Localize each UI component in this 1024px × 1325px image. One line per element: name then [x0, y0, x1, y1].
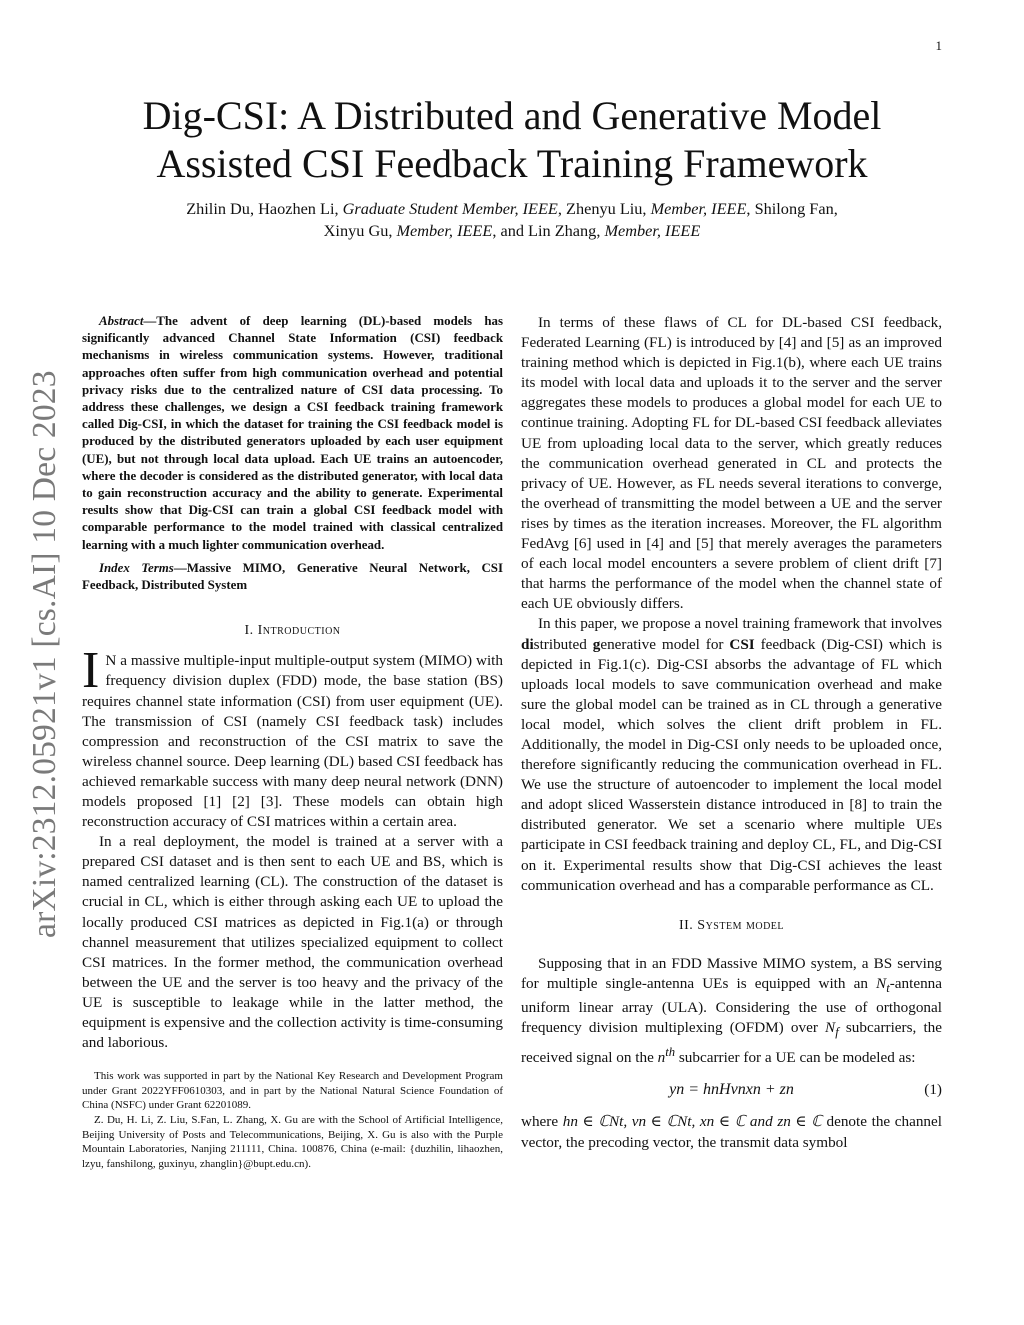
- title-line-1: Dig-CSI: A Distributed and Generative Model: [142, 93, 882, 138]
- page-number: 1: [935, 38, 942, 53]
- author-line-1: [70, 198, 954, 220]
- intro-paragraph-2: In a real deployment, the model is trained at a server with a prepared CSI dataset and is then sent to each UE and BS, which is named centralized learning (CL). The construction of the dataset is crucial in CL, which is either through asking each UE to upload the locally produced CSI matrices as depicted in Fig.1(a) or through channel measurement that utilizes specialized equipment to collect CSI matrices. In the former method, the communication overhead between the UE and the server is too heavy and the privacy of the UE is susceptible to leakage while in the latter method, the equipment is expensive and the collection activity is time-consuming and laborious.: [82, 833, 503, 1052]
- author-names-5: , and Lin Zhang,: [492, 221, 605, 240]
- author-membership-2: Member, IEEE: [650, 199, 747, 218]
- intro-paragraph-4: [521, 614, 942, 895]
- sm-math-nt-sub: t: [886, 980, 890, 995]
- author-membership-3: Member, IEEE: [396, 221, 493, 240]
- sm-math-nf-sub: f: [835, 1025, 839, 1040]
- index-terms-text: —Massive MIMO, Generative Neural Network, CSI Feedback, Distributed System: [82, 560, 503, 593]
- paper-title: [40, 92, 984, 188]
- intro-paragraph-1-text: N a massive multiple-input multiple-output system (MIMO) with frequency division duplex (FDD) mode, the base station (BS) requires channel state information (CSI) from user equipment (UE). The transmission of CSI (namely CSI feedback task) includes compression and reconstruction of the CSI matrix to save the wireless channel source. Deep learning (DL) based CSI feedback has achieved remarkable success with many deep neural network (DNN) models proposed [1] [2] [3]. These models can obtain high reconstruction accuracy of CSI matrices within a certain area.: [82, 652, 503, 831]
- index-terms: [82, 560, 503, 594]
- author-list: [70, 198, 954, 242]
- sm2-math: hn ∈ ℂNt, vn ∈ ℂNt, xn ∈ ℂ and zn ∈ ℂ: [562, 1113, 822, 1131]
- author-names-1: Zhilin Du, Haozhen Li,: [186, 199, 343, 218]
- footnote-affiliation: Z. Du, H. Li, Z. Liu, S.Fan, L. Zhang, X. Gu are with the School of Artificial Intelligence, Beijing University of Posts and Telecommunications, Beijing, X. Gu is also with the Purple Mountain Laboratories, Nanjing 211111, China. 100876, China (e-mail: {duzhilin, lihaozhen, lzyu, fanshilong, guxinyu, zhanglin}@bupt.edu.cn).: [82, 1114, 503, 1170]
- system-model-paragraph-2: [521, 1112, 942, 1152]
- section-heading-introduction: I. Introduction: [244, 623, 341, 639]
- equation-1-expression: yn = hnHvnxn + zn: [669, 1081, 794, 1099]
- p4-bold-di: di: [521, 635, 534, 653]
- intro-paragraph-1: [82, 642, 503, 832]
- abstract-label: Abstract: [99, 314, 144, 328]
- sm-text-d: subcarrier for a UE can be modeled as:: [675, 1049, 916, 1067]
- author-names-3: , Shilong Fan,: [746, 199, 838, 218]
- author-membership-4: Member, IEEE: [604, 221, 701, 240]
- p4-bold-csi: CSI: [729, 635, 755, 653]
- section-heading-system-model: II. System model: [678, 917, 785, 933]
- sm-math-n: n: [657, 1049, 666, 1067]
- sm-math-th: th: [665, 1045, 676, 1060]
- sm-text-b: -antenna uniform linear array (ULA). Considering the use of orthogonal frequency division multiplexing (OFDM) over: [521, 974, 942, 1037]
- right-column: [521, 313, 942, 1153]
- sm-text-c: subcarriers, the received signal on the: [521, 1019, 943, 1067]
- equation-1: [521, 1072, 942, 1112]
- sm-math-nt: N: [876, 974, 887, 992]
- author-names-2: , Zhenyu Liu,: [557, 199, 651, 218]
- abstract-text: —The advent of deep learning (DL)-based models has significantly advanced Channel State Information (CSI) feedback mechanisms in wireless communication systems. However, traditional approaches often suffer from high communication overhead and potential privacy risks due to the centralized nature of CSI data processing. To address these challenges, we design a CSI feedback training framework called Dig-CSI, in which the dataset for training the CSI feedback model is produced by the distributed generators uploaded by each user equipment (UE), but not through local data upload. Each UE trains an autoencoder, where the decoder is considered as the distributed generator, with local data to gain reconstruction accuracy and the ability to generate. Experimental results show that Dig-CSI can train a global CSI feedback model with comparable performance to the model trained with classical centralized learning with a much lighter communication overhead.: [82, 314, 503, 552]
- title-line-2: Assisted CSI Feedback Training Framework: [156, 141, 868, 186]
- p4-text-d: enerative model for: [600, 635, 730, 653]
- p4-text-a: In this paper, we propose a novel training framework that involves: [538, 615, 942, 633]
- equation-1-number: (1): [924, 1081, 942, 1099]
- author-membership-1: Graduate Student Member, IEEE: [342, 199, 558, 218]
- p4-bold-g: g: [592, 635, 601, 653]
- p4-text-e: feedback (Dig-CSI) which is depicted in Fig.1(c). Dig-CSI absorbs the advantage of FL which uploads local models to save communication overhead and make sure the global model can be trained as in CL through a generative local model, which solves the client drift problem in FL. Additionally, the model in Dig-CSI only needs to be uploaded once, therefore significantly reducing the communication overhead in FL. We use the structure of autoencoder to implement the local model and adopt sliced Wasserstein distance introduced in [8] to train the distributed generator. We set a scenario where multiple UEs participate in CSI feedback training and deploy CL, FL, and Dig-CSI on it. Experimental results show that Dig-CSI achieves the least communication overhead and has a comparable performance as CL.: [521, 635, 942, 894]
- sm2-text-a: where: [521, 1113, 563, 1131]
- p4-text-c: stributed: [533, 635, 593, 653]
- author-names-4: Xinyu Gu,: [323, 221, 397, 240]
- arxiv-identifier: arXiv:2312.05921v1 [cs.AI] 10 Dec 2023: [26, 370, 63, 938]
- footnotes: [82, 1069, 503, 1171]
- abstract: [82, 313, 503, 554]
- sm-math-nf: N: [825, 1019, 836, 1037]
- author-line-2: [70, 220, 954, 242]
- left-column: [82, 313, 503, 1171]
- drop-cap: I: [82, 642, 100, 700]
- system-model-paragraph-1: [521, 954, 942, 1069]
- index-terms-label: Index Terms: [99, 560, 174, 575]
- sm-text-a: Supposing that in an FDD Massive MIMO system, a BS serving for multiple single-antenna UEs is equipped with an: [521, 954, 942, 992]
- sm2-text-b: denote the channel vector, the precoding vector, the transmit data symbol: [521, 1113, 942, 1151]
- intro-paragraph-3: In terms of these flaws of CL for DL-based CSI feedback, Federated Learning (FL) is introduced by [4] and [5] as an improved training method which is depicted in Fig.1(b), where each UE trains its model with local data and uploads it to the server and the server aggregates these models to produces a global model for each UE to continue training. Adopting FL for DL-based CSI feedback alleviates UE from uploading local data to the server, which greatly reduces the communication overhead generated in CL and protects the privacy of UE. However, as FL needs several iterations to converge, the overhead of transmitting the model between a UE and the server rises by times as the iteration increases. Moreover, the FL algorithm FedAvg [6] used in [4] and [5] that merely averages the parameters of each local model encounters a severe problem of client drift [7] that harms the performance of the model when the channel state of each UE obviously differs.: [521, 314, 942, 613]
- footnote-funding: This work was supported in part by the National Key Research and Development Program under Grant 2022YFF0610303, and in part by the National Natural Science Foundation of China (NSFC) under Grant 62201089.: [82, 1070, 503, 1112]
